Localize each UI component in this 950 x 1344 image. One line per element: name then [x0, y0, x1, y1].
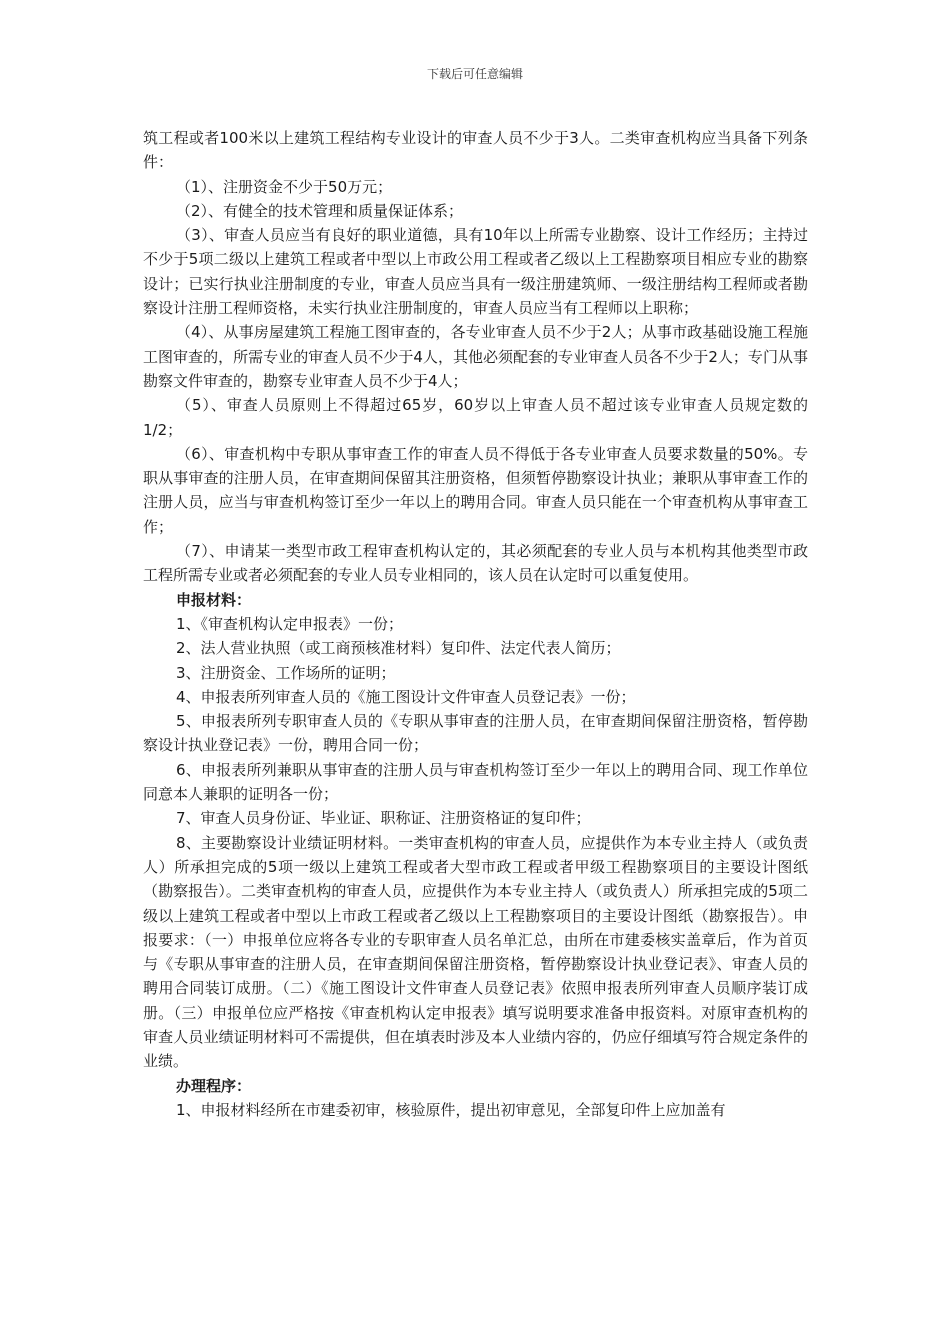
paragraph-material-8: 8、主要勘察设计业绩证明材料。一类审查机构的审查人员，应提供作为本专业主持人（或负责人）所承担完成的5项一级以上建筑工程或者大型市政工程或者甲级工程勘察项目的主要设计图纸（勘察报告）。二类审查机构的审查人员，应提供作为本专业主持人（或负责人）所承担完成的5项二级以上建筑工程或者中型以上市政工程或者乙级以上工程勘察项目的主要设计图纸（勘察报告）。申报要求：（一）申报单位应将各专业的专职审查人员名单汇总，由所在市建委核实盖章后，作为首页与《专职从事审查的注册人员，在审查期间保留注册资格，暂停勘察设计执业登记表》、审查人员的聘用合同装订成册。（二）《施工图设计文件审查人员登记表》依照申报表所列审查人员顺序装订成册。（三）申报单位应严格按《审查机构认定申报表》填写说明要求准备申报资料。对原审查机构的审查人员业绩证明材料可不需提供，但在填表时涉及本人业绩内容的，仍应仔细填写符合规定条件的业绩。: [143, 833, 808, 1071]
document-body: [143, 126, 808, 1122]
section-heading-materials: 申报材料：: [176, 590, 252, 609]
paragraph-procedure-1: 1、申报材料经所在市建委初审，核验原件，提出初审意见，全部复印件上应加盖有: [176, 1100, 726, 1119]
paragraph-material-6: 6、申报表所列兼职从事审查的注册人员与审查机构签订至少一年以上的聘用合同、现工作单位同意本人兼职的证明各一份；: [143, 760, 808, 804]
paragraph-condition-2: （2）、有健全的技术管理和质量保证体系；: [176, 201, 464, 220]
paragraph-intro-continued: 筑工程或者100米以上建筑工程结构专业设计的审查人员不少于3人。二类审查机构应当具备下列条件：: [143, 129, 808, 172]
page-header: 下载后可任意编辑: [426, 67, 523, 81]
paragraph-material-7: 7、审查人员身份证、毕业证、职称证、注册资格证的复印件；: [176, 809, 591, 828]
paragraph-condition-7: （7）、申请某一类型市政工程审查机构认定的，其必须配套的专业人员与本机构其他类型市政工程所需专业或者必须配套的专业人员专业相同的，该人员在认定时可以重复使用。: [143, 542, 808, 585]
paragraph-condition-3: （3）、审查人员应当有良好的职业道德，具有10年以上所需专业勘察、设计工作经历；主持过不少于5项二级以上建筑工程或者中型以上市政公用工程或者乙级以上工程勘察项目相应专业的勘察设计；已实行执业注册制度的专业，审查人员应当具有一级注册建筑师、一级注册结构工程师或者勘察设计注册工程师资格，未实行执业注册制度的，审查人员应当有工程师以上职称；: [143, 226, 808, 318]
section-heading-procedure: 办理程序：: [176, 1076, 252, 1095]
paragraph-material-5: 5、申报表所列专职审查人员的《专职从事审查的注册人员，在审查期间保留注册资格，暂停勘察设计执业登记表》一份，聘用合同一份；: [143, 712, 808, 755]
paragraph-condition-1: （1）、注册资金不少于50万元；: [176, 177, 393, 196]
paragraph-material-4: 4、申报表所列审查人员的《施工图设计文件审查人员登记表》一份；: [176, 687, 636, 706]
paragraph-condition-5: （5）、审查人员原则上不得超过65岁，60岁以上审查人员不超过该专业审查人员规定数的1/2；: [143, 396, 808, 439]
paragraph-material-2: 2、法人营业执照（或工商预核准材料）复印件、法定代表人简历；: [176, 639, 621, 658]
paragraph-material-3: 3、注册资金、工作场所的证明；: [176, 663, 396, 682]
paragraph-material-1: 1、《审查机构认定申报表》一份；: [176, 614, 404, 633]
paragraph-condition-4: （4）、从事房屋建筑工程施工图审查的，各专业审查人员不少于2人；从事市政基础设施工程施工图审查的，所需专业的审查人员不少于4人，其他必须配套的专业审查人员各不少于2人；专门从事勘察文件审查的，勘察专业审查人员不少于4人；: [143, 323, 808, 390]
paragraph-condition-6: （6）、审查机构中专职从事审查工作的审查人员不得低于各专业审查人员要求数量的50%。专职从事审查的注册人员，在审查期间保留其注册资格，但须暂停勘察设计执业；兼职从事审查工作的注册人员，应当与审查机构签订至少一年以上的聘用合同。审查人员只能在一个审查机构从事审查工作；: [143, 444, 808, 536]
